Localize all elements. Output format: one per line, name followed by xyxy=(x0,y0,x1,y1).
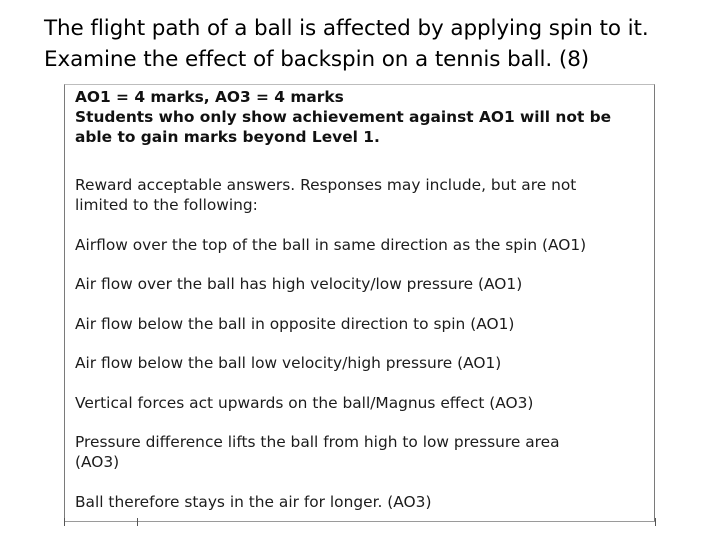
table-corner-tick xyxy=(64,518,65,526)
answer-point: Air flow over the ball has high velocity/low pressure (AO1) xyxy=(75,275,523,293)
answer-point: Ball therefore stays in the air for longer. (AO3) xyxy=(75,492,432,511)
answer-point-line-1: Pressure difference lifts the ball from high to low pressure area xyxy=(75,433,560,451)
answer-point-line-2: (AO3) xyxy=(75,453,120,471)
table-corner-tick xyxy=(655,518,656,526)
answer-point: Airflow over the top of the ball in same direction as the spin (AO1) xyxy=(75,235,587,254)
mark-scheme-heading xyxy=(75,87,650,147)
answer-point: Vertical forces act upwards on the ball/Magnus effect (AO3) xyxy=(75,393,534,412)
level-restriction-line-1: Students who only show achievement against AO1 will not be xyxy=(75,108,612,126)
marks-allocation: AO1 = 4 marks, AO3 = 4 marks xyxy=(75,88,344,106)
answer-point xyxy=(75,432,650,472)
question-line-2: Examine the effect of backspin on a tennis ball. (8) xyxy=(44,47,590,72)
answer-point: Air flow below the ball in opposite direction to spin (AO1) xyxy=(75,314,515,333)
mark-scheme-bottom-border xyxy=(64,521,656,522)
intro-line-1: Reward acceptable answers. Responses may include, but are not xyxy=(75,176,577,194)
answer-point: Air flow below the ball low velocity/high pressure (AO1) xyxy=(75,354,502,372)
level-restriction-line-2: able to gain marks beyond Level 1. xyxy=(75,128,380,146)
mark-scheme-content xyxy=(75,87,650,512)
question-text xyxy=(44,13,714,75)
intro-line-2: limited to the following: xyxy=(75,196,258,214)
table-column-tick xyxy=(137,518,138,526)
question-line-1: The flight path of a ball is affected by applying spin to it. xyxy=(44,16,649,41)
mark-scheme-intro xyxy=(75,175,650,215)
